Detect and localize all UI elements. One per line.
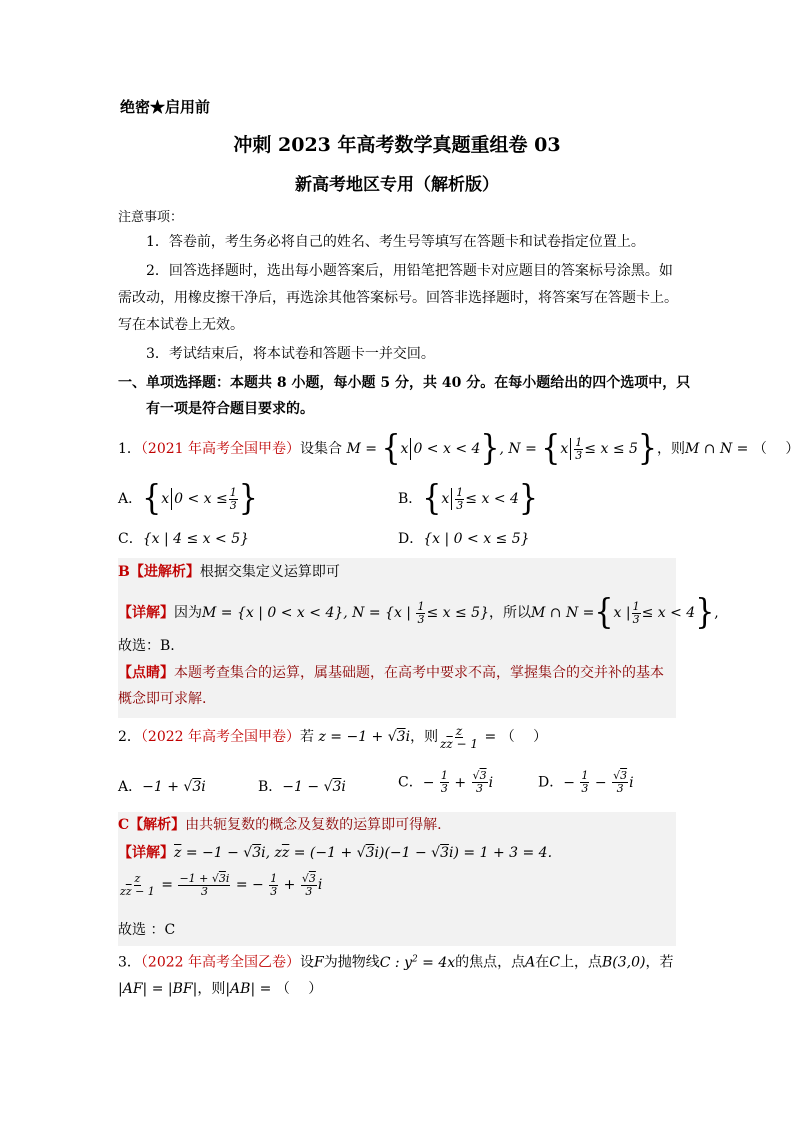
option-a[interactable]: A．−1 + √3i	[118, 779, 206, 795]
notice-heading: 注意事项：	[118, 210, 184, 225]
page-subtitle: 新高考地区专用（解析版）	[295, 175, 499, 195]
notice-item-2: 2．回答选择题时，选出每小题答案后，用铅笔把答题卡对应题目的答案标号涂黑。如需改动，用橡皮擦干净后，再选涂其他答案标号。回答非选择题时，将答案写在答题卡上。写在本试卷上无效。	[118, 263, 678, 333]
detail-2-cont: $\frac{z}{z\overline{z} - 1}$ = $\frac{-1 + √3i}{3}$ = − $\frac{1}{3}$ + $\frac{√3}{3}$ i	[120, 871, 323, 898]
secret-label: 绝密★启用前	[120, 98, 211, 116]
page-title: 冲刺 2023 年高考数学真题重组卷 03	[233, 134, 561, 156]
notice-item-3: 3．考试结束后，将本试卷和答题卡一并交回。	[146, 346, 435, 362]
question-3-stem-cont: |AF| = |BF|，则|AB| = （ ）	[118, 981, 323, 997]
choose-1: 故选：B.	[118, 638, 175, 654]
answer-analysis-1: B【进解析】根据交集定义运算即可	[118, 564, 340, 580]
detail-1: 【详解】因为M = {x | 0 < x < 4}, N = {x | $\frac{1}{3}$ ≤ x ≤ 5}，所以M ∩ N = { x | $\frac{1}{3}$ ≤ x < 4 } ,	[118, 592, 719, 633]
detail-2: 【详解】$\overline{z} = -1 - √3i$, $z\overline{z} = (-1 + √3i)(-1 - √3i) = 1 + 3 = 4$.	[118, 845, 553, 861]
section-heading: 一、单项选择题：本题共 8 小题，每小题 5 分，共 40 分。在每小题给出的四个选项中，只	[118, 375, 691, 391]
comment-1: 【点睛】本题考查集合的运算，属基础题，在高考中要求不高，掌握集合的交并补的基本概念即可求解.	[118, 665, 664, 707]
section-heading-cont: 有一项是符合题目要求的。	[146, 401, 314, 417]
question-3-stem: 3．（2022 年高考全国乙卷）设F为抛物线C : $y^2 = 4x$的焦点，点A在C上，点B(3,0)，若	[118, 954, 674, 971]
option-b[interactable]: B． { x $\frac{1}{3}$ ≤ x < 4 }	[398, 478, 539, 519]
question-source: （2021 年高考全国甲卷）	[140, 441, 301, 457]
question-1-stem: 1．（2021 年高考全国甲卷）设集合 M = { x 0 < x < 4 } , N = { x $\frac{1}{3}$ ≤ x ≤ 5 } ，则M ∩ N = （ ）	[118, 428, 799, 469]
answer-analysis-2: C【解析】由共轭复数的概念及复数的运算即可得解.	[118, 817, 442, 833]
question-number: 1．	[118, 441, 141, 457]
option-d[interactable]: D．− $\frac{1}{3}$ − $\frac{√3}{3}$ i	[538, 769, 634, 795]
notice-item-1: 1．答卷前，考生务必将自己的姓名、考生号等填写在答题卡和试卷指定位置上。	[146, 234, 645, 250]
question-2-stem: 2．（2022 年高考全国甲卷）若 z = −1 + √3i，则 $\frac{z}{z\overline{z} - 1}$ = （ ）	[118, 723, 548, 751]
option-c[interactable]: C．{x | 4 ≤ x < 5}	[118, 531, 250, 547]
option-a[interactable]: A． { x 0 < x ≤ $\frac{1}{3}$ }	[118, 478, 258, 519]
set-expression: M = { x 0 < x < 4 } , N = { x $\frac{1}{3}$ ≤ x ≤ 5 }	[346, 428, 658, 469]
option-c[interactable]: C．− $\frac{1}{3}$ + $\frac{√3}{3}$ i	[398, 769, 494, 795]
option-b[interactable]: B．−1 − √3i	[258, 779, 346, 795]
choose-2: 故选 ：C	[118, 922, 176, 938]
option-d[interactable]: D．{x | 0 < x ≤ 5}	[398, 531, 530, 547]
